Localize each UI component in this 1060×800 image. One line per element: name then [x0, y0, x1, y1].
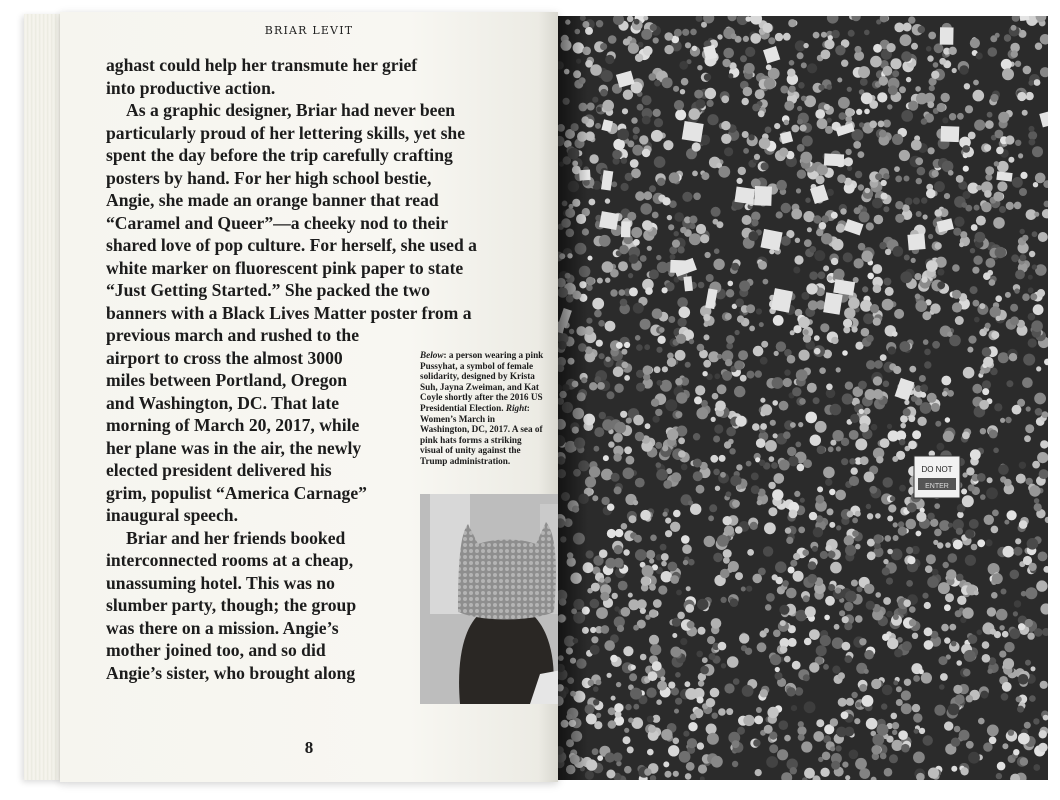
paragraph-2b: previous march and rushed to the airport to cross the almost 3000 miles between Portland, Oregon and Washington, DC. That late morning of March 20, 2017, while her plane was in the air, the newly elected president delivered his grim, populist “America Carnage” inaugural speech. [106, 325, 367, 525]
caption-below-label: Below [420, 350, 444, 360]
gutter-shadow [558, 16, 588, 780]
sign-text-top: DO NOT [921, 465, 953, 474]
do-not-enter-sign [914, 456, 960, 498]
open-book [24, 12, 1048, 782]
left-page [60, 12, 558, 782]
crowd-photo [558, 16, 1048, 780]
caption-below-text: : a person wearing a pink Pussyhat, a symbol of female solidarity, designed by Krista Suh, Jayna Zweiman, and Kat Coyle shortly after the 2016 US Presidential Election. [420, 350, 544, 413]
body-text [106, 54, 477, 684]
running-head: BRIAR LEVIT [264, 24, 354, 37]
paragraph-1: aghast could help her transmute her grief into productive action. [106, 55, 418, 98]
paragraph-3: Briar and her friends booked interconnected rooms at a cheap, unassuming hotel. This was no slumber party, though; the group was there on a mission. Angie’s mother joined too, and so did Angie’s sister, who brought along [106, 527, 357, 683]
photo-caption [420, 350, 546, 467]
caption-right-label: Right [505, 402, 527, 413]
sign-text-bottom: ENTER [925, 483, 949, 490]
page-number: 8 [304, 738, 314, 757]
page-edges [24, 14, 64, 780]
paragraph-2a: As a graphic designer, Briar had never been particularly proud of her lettering skills, yet she spent the day before the trip carefully crafting posters by hand. For her high school bestie, Angie, she made an orange banner that read “Caramel and Queer”—a cheeky nod to their shared love of pop culture. For herself, she used a white marker on fluorescent pink paper to state “Just Getting Started.” She packed the two banners with a Black Lives Matter poster from a [106, 100, 477, 323]
caption-right-text: : Women’s March in Washington, DC, 2017. A sea of pink hats forms a striking visual of unity against the Trump administration. [420, 402, 543, 466]
